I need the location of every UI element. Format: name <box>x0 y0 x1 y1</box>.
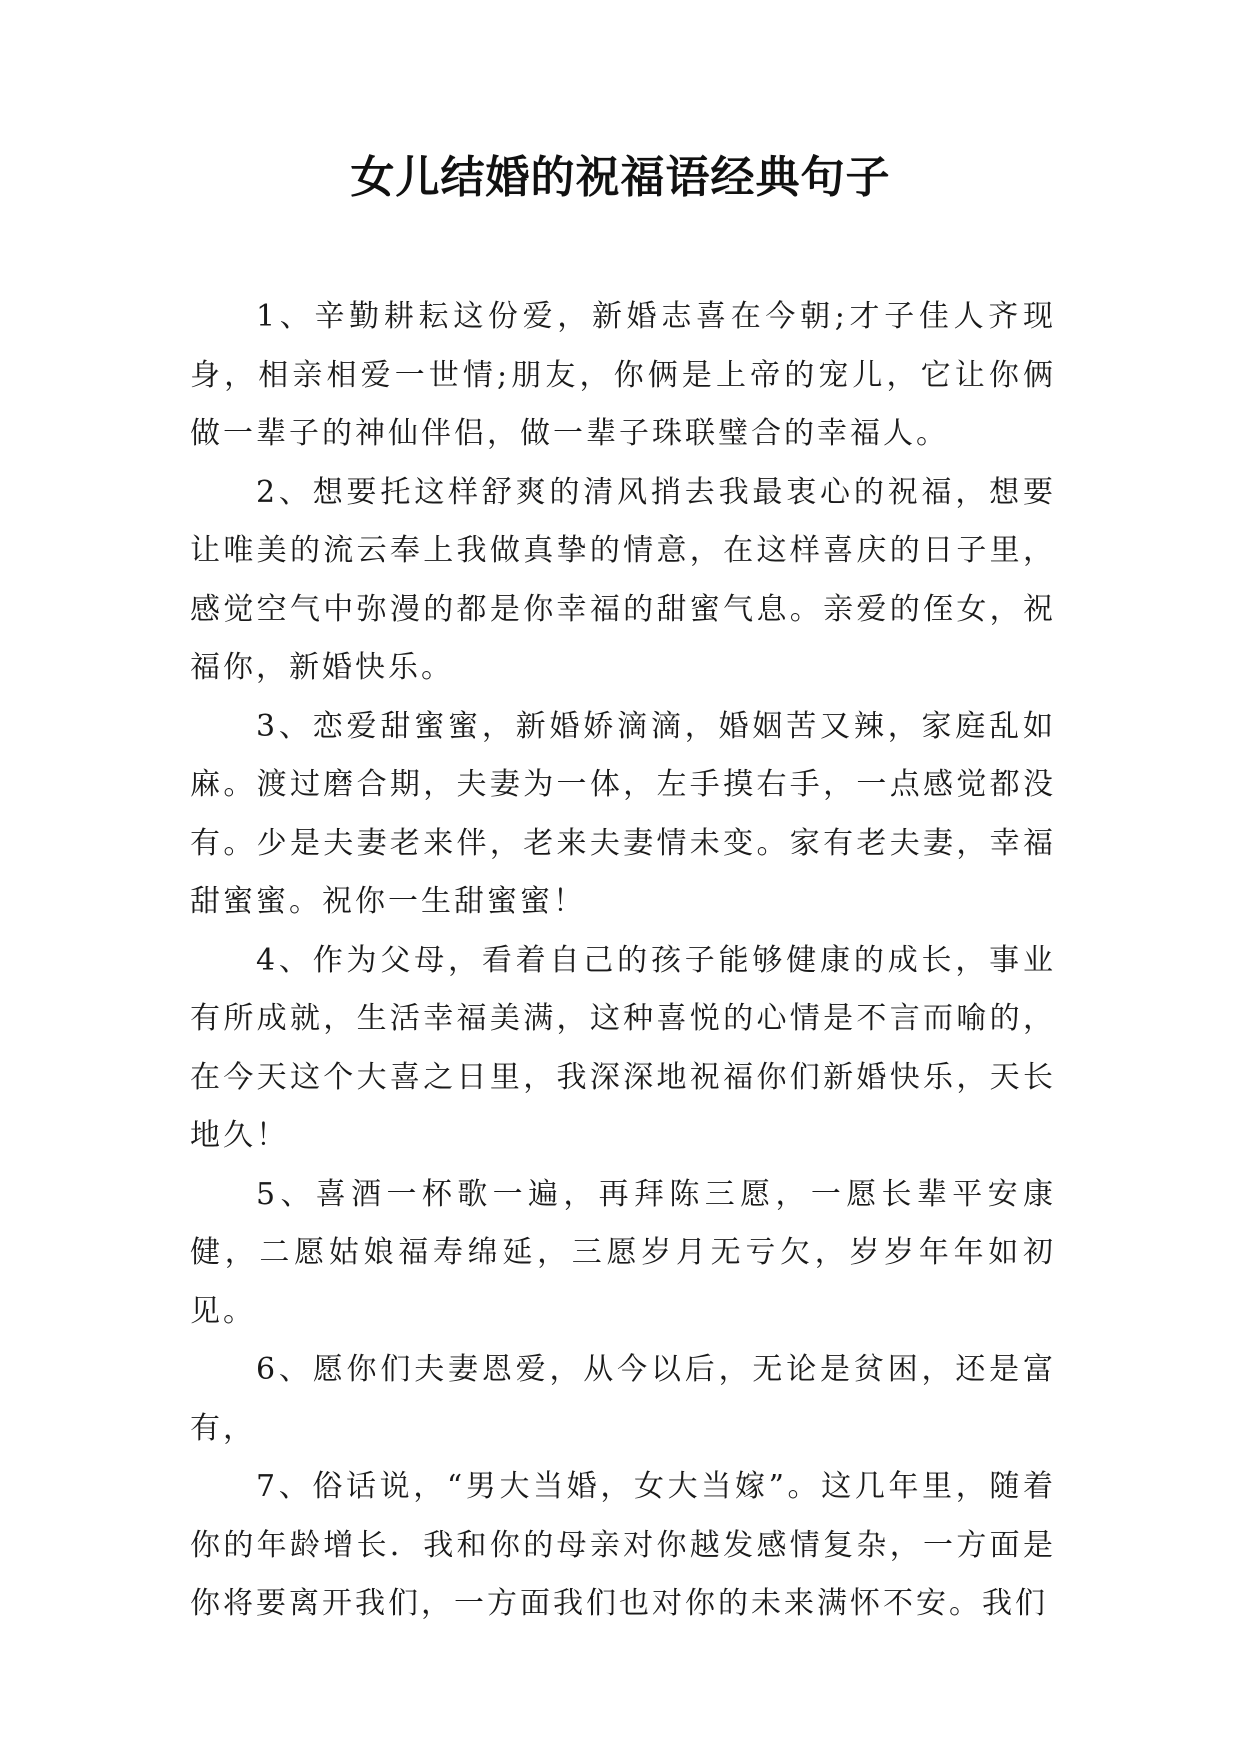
document-title: 女儿结婚的祝福语经典句子 <box>350 152 891 203</box>
document-body <box>190 288 1056 1634</box>
paragraph-1: 1、辛勤耕耘这份爱，新婚志喜在今朝;才子佳人齐现身，相亲相爱一世情;朋友，你俩是上帝的宠儿，它让你俩做一辈子的神仙伴侣，做一辈子珠联璧合的幸福人。 <box>190 299 1056 451</box>
paragraph-5: 5、喜酒一杯歌一遍，再拜陈三愿，一愿长辈平安康健，二愿姑娘福寿绵延，三愿岁月无亏欠，岁岁年年如初见。 <box>190 1176 1056 1329</box>
paragraph-3: 3、恋爱甜蜜蜜，新婚娇滴滴，婚姻苦又辣，家庭乱如麻。渡过磨合期，夫妻为一体，左手摸右手，一点感觉都没有。少是夫妻老来伴，老来夫妻情未变。家有老夫妻，幸福甜蜜蜜。祝你一生甜蜜蜜！ <box>190 708 1056 919</box>
paragraph-2: 2、想要托这样舒爽的清风捎去我最衷心的祝福，想要让唯美的流云奉上我做真挚的情意，在这样喜庆的日子里，感觉空气中弥漫的都是你幸福的甜蜜气息。亲爱的侄女，祝福你，新婚快乐。 <box>190 474 1056 685</box>
paragraph-4: 4、作为父母，看着自己的孩子能够健康的成长，事业有所成就，生活幸福美满，这种喜悦的心情是不言而喻的，在今天这个大喜之日里，我深深地祝福你们新婚快乐，天长地久！ <box>190 942 1056 1153</box>
paragraph-6: 6、愿你们夫妻恩爱，从今以后，无论是贫困，还是富有， <box>190 1352 1056 1446</box>
paragraph-7: 7、俗话说，“男大当婚，女大当嫁”。这几年里，随着你的年龄增长．我和你的母亲对你越发感情复杂，一方面是你将要离开我们，一方面我们也对你的未来满怀不安。我们 <box>190 1469 1056 1621</box>
